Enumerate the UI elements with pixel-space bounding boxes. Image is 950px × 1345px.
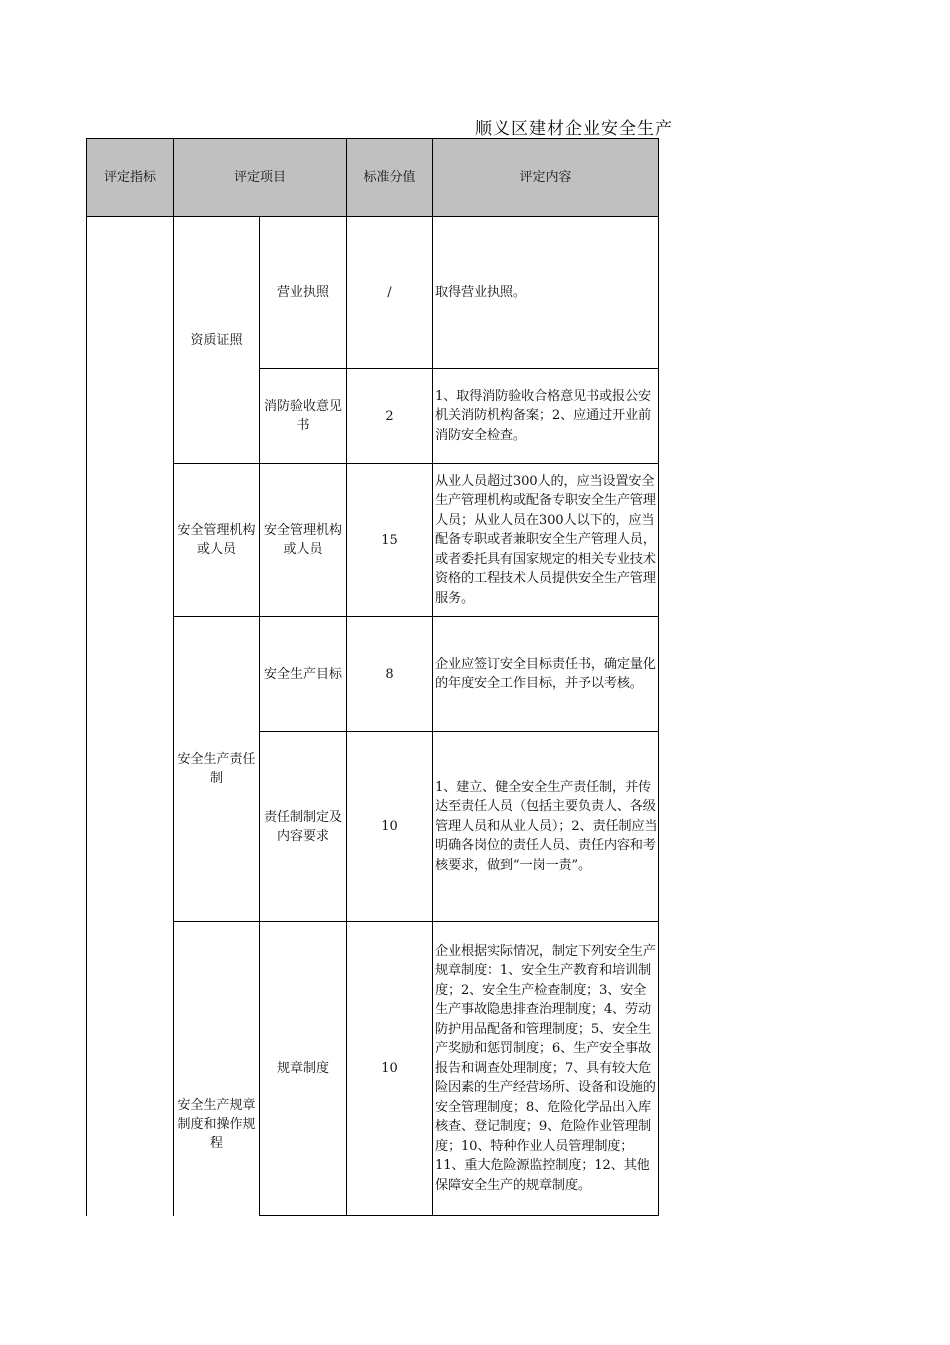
score-cell: 8	[347, 617, 433, 732]
score-cell: 10	[347, 922, 433, 1216]
group-cell: 安全生产规章制度和操作规程	[174, 922, 260, 1216]
page-title: 顺义区建材企业安全生产	[475, 119, 673, 139]
score-cell: /	[347, 217, 433, 369]
group-cell: 资质证照	[174, 217, 260, 464]
content-cell: 企业应签订安全目标责任书，确定量化的年度安全工作目标，并予以考核。	[433, 617, 659, 732]
item-cell: 安全生产目标	[260, 617, 347, 732]
group-cell: 安全生产责任制	[174, 617, 260, 922]
header-indicator: 评定指标	[87, 139, 174, 217]
group-cell: 安全管理机构或人员	[174, 464, 260, 617]
item-cell: 营业执照	[260, 217, 347, 369]
score-cell: 10	[347, 732, 433, 922]
content-cell: 1、建立、健全安全生产责任制，并传达至责任人员（包括主要负责人、各级管理人员和从业人员）；2、责任制应当明确各岗位的责任人员、责任内容和考核要求，做到“一岗一责”。	[433, 732, 659, 922]
item-cell: 安全管理机构或人员	[260, 464, 347, 617]
score-cell: 15	[347, 464, 433, 617]
content-cell: 1、取得消防验收合格意见书或报公安机关消防机构备案；2、应通过开业前消防安全检查。	[433, 369, 659, 464]
header-score: 标准分值	[347, 139, 433, 217]
header-item: 评定项目	[174, 139, 347, 217]
content-cell: 企业根据实际情况，制定下列安全生产规章制度：1、安全生产教育和培训制度；2、安全生产检查制度；3、安全生产事故隐患排查治理制度；4、劳动防护用品配备和管理制度；5、安全生产奖励和惩罚制度；6、生产安全事故报告和调查处理制度；7、具有较大危险因素的生产经营场所、设备和设施的安全管理制度；8、危险化学品出入库核查、登记制度；9、危险作业管理制度；10、特种作业人员管理制度；11、重大危险源监控制度；12、其他保障安全生产的规章制度。	[433, 922, 659, 1216]
header-content: 评定内容	[433, 139, 659, 217]
content-cell: 从业人员超过300人的，应当设置安全生产管理机构或配备专职安全生产管理人员；从业人员在300人以下的，应当配备专职或者兼职安全生产管理人员，或者委托具有国家规定的相关专业技术资格的工程技术人员提供安全生产管理服务。	[433, 464, 659, 617]
indicator-cell	[87, 217, 174, 1216]
evaluation-table	[86, 138, 659, 1216]
item-cell: 责任制制定及内容要求	[260, 732, 347, 922]
item-cell: 规章制度	[260, 922, 347, 1216]
content-cell: 取得营业执照。	[433, 217, 659, 369]
item-cell: 消防验收意见书	[260, 369, 347, 464]
score-cell: 2	[347, 369, 433, 464]
